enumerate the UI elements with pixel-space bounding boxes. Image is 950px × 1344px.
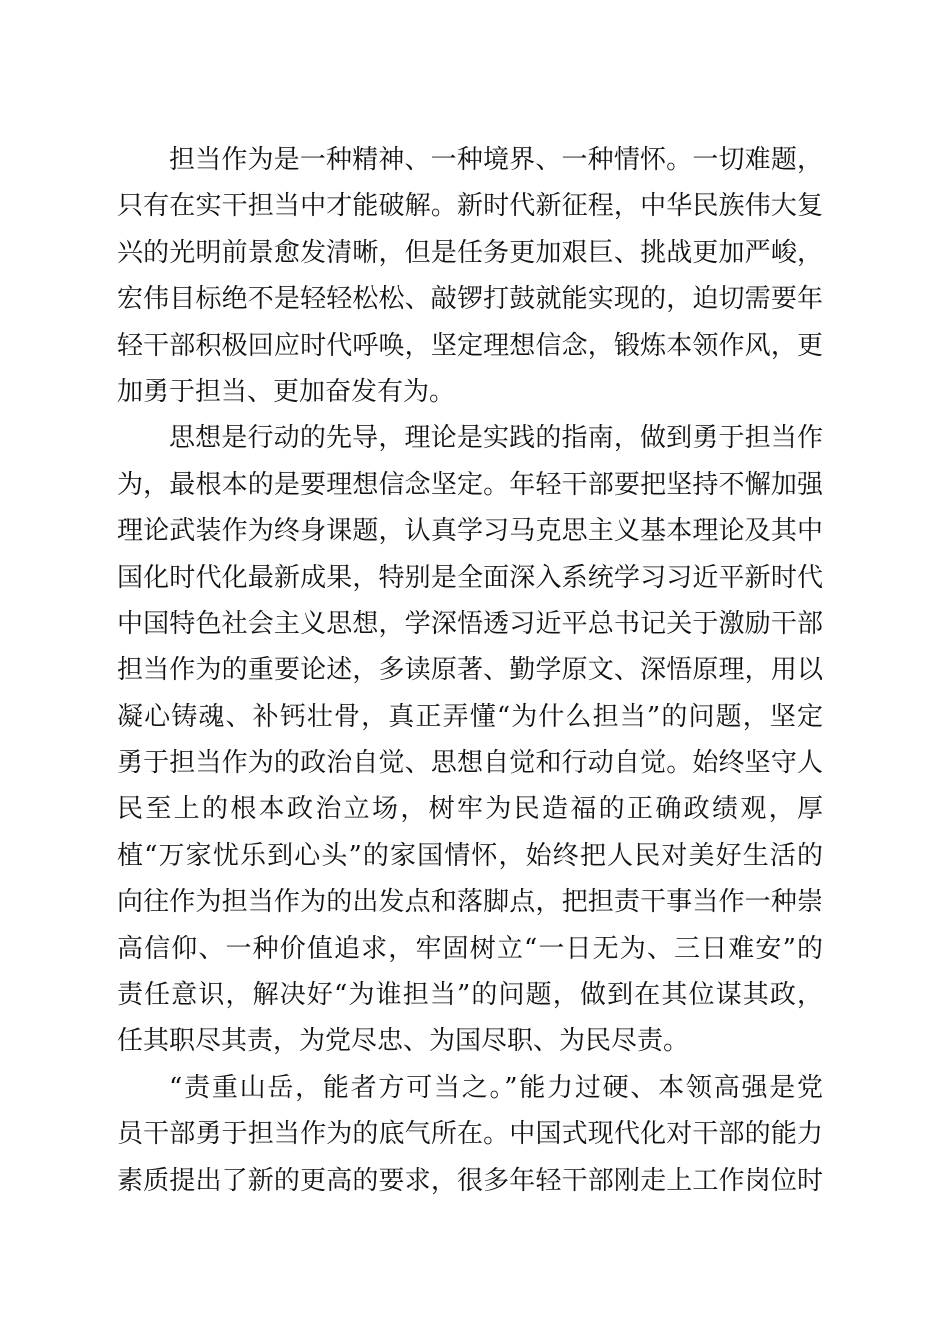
text-line: 思想是行动的先导，理论是实践的指南，做到勇于担当作 bbox=[169, 423, 823, 454]
text-line: 凝心铸魂、补钙壮骨，真正弄懂“为什么担当”的问题，坚定 bbox=[117, 701, 823, 732]
paragraph bbox=[117, 415, 823, 1064]
text-line: 责任意识，解决好“为谁担当”的问题，做到在其位谋其政， bbox=[117, 980, 823, 1011]
text-line: 植“万家忧乐到心头”的家国情怀，始终把人民对美好生活的 bbox=[117, 840, 823, 871]
text-line: 宏伟目标绝不是轻轻松松、敲锣打鼓就能实现的，迫切需要年 bbox=[117, 284, 823, 315]
text-line: 素质提出了新的更高的要求，很多年轻干部刚走上工作岗位时 bbox=[117, 1165, 823, 1196]
document-body bbox=[117, 137, 823, 1204]
text-line: 国化时代化最新成果，特别是全面深入系统学习习近平新时代 bbox=[117, 562, 823, 593]
text-line: 担当作为的重要论述，多读原著、勤学原文、深悟原理，用以 bbox=[117, 655, 823, 686]
paragraph bbox=[117, 1065, 823, 1204]
text-line: 理论武装作为终身课题，认真学习马克思主义基本理论及其中 bbox=[117, 516, 823, 547]
text-line: 中国特色社会主义思想，学深悟透习近平总书记关于激励干部 bbox=[117, 608, 823, 639]
text-line: 高信仰、一种价值追求，牢固树立“一日无为、三日难安”的 bbox=[117, 933, 823, 964]
text-line: 为，最根本的是要理想信念坚定。年轻干部要把坚持不懈加强 bbox=[117, 469, 823, 500]
text-line: 民至上的根本政治立场，树牢为民造福的正确政绩观，厚 bbox=[117, 794, 823, 825]
text-line: 担当作为是一种精神、一种境界、一种情怀。一切难题， bbox=[169, 145, 823, 175]
text-line: 向往作为担当作为的出发点和落脚点，把担责干事当作一种崇 bbox=[117, 887, 823, 918]
text-line: 加勇于担当、更加奋发有为。 bbox=[117, 376, 456, 407]
text-line: 勇于担当作为的政治自觉、思想自觉和行动自觉。始终坚守人 bbox=[117, 748, 823, 779]
text-line: 员干部勇于担当作为的底气所在。中国式现代化对干部的能力 bbox=[117, 1119, 823, 1150]
text-line: 轻干部积极回应时代呼唤，坚定理想信念，锻炼本领作风，更 bbox=[117, 330, 823, 361]
text-line: 只有在实干担当中才能破解。新时代新征程，中华民族伟大复 bbox=[117, 191, 823, 222]
text-line: 兴的光明前景愈发清晰，但是任务更加艰巨、挑战更加严峻， bbox=[117, 237, 823, 268]
paragraph bbox=[117, 137, 823, 415]
text-line: “责重山岳，能者方可当之。”能力过硬、本领高强是党 bbox=[169, 1072, 823, 1103]
text-line: 任其职尽其责，为党尽忠、为国尽职、为民尽责。 bbox=[117, 1026, 690, 1057]
